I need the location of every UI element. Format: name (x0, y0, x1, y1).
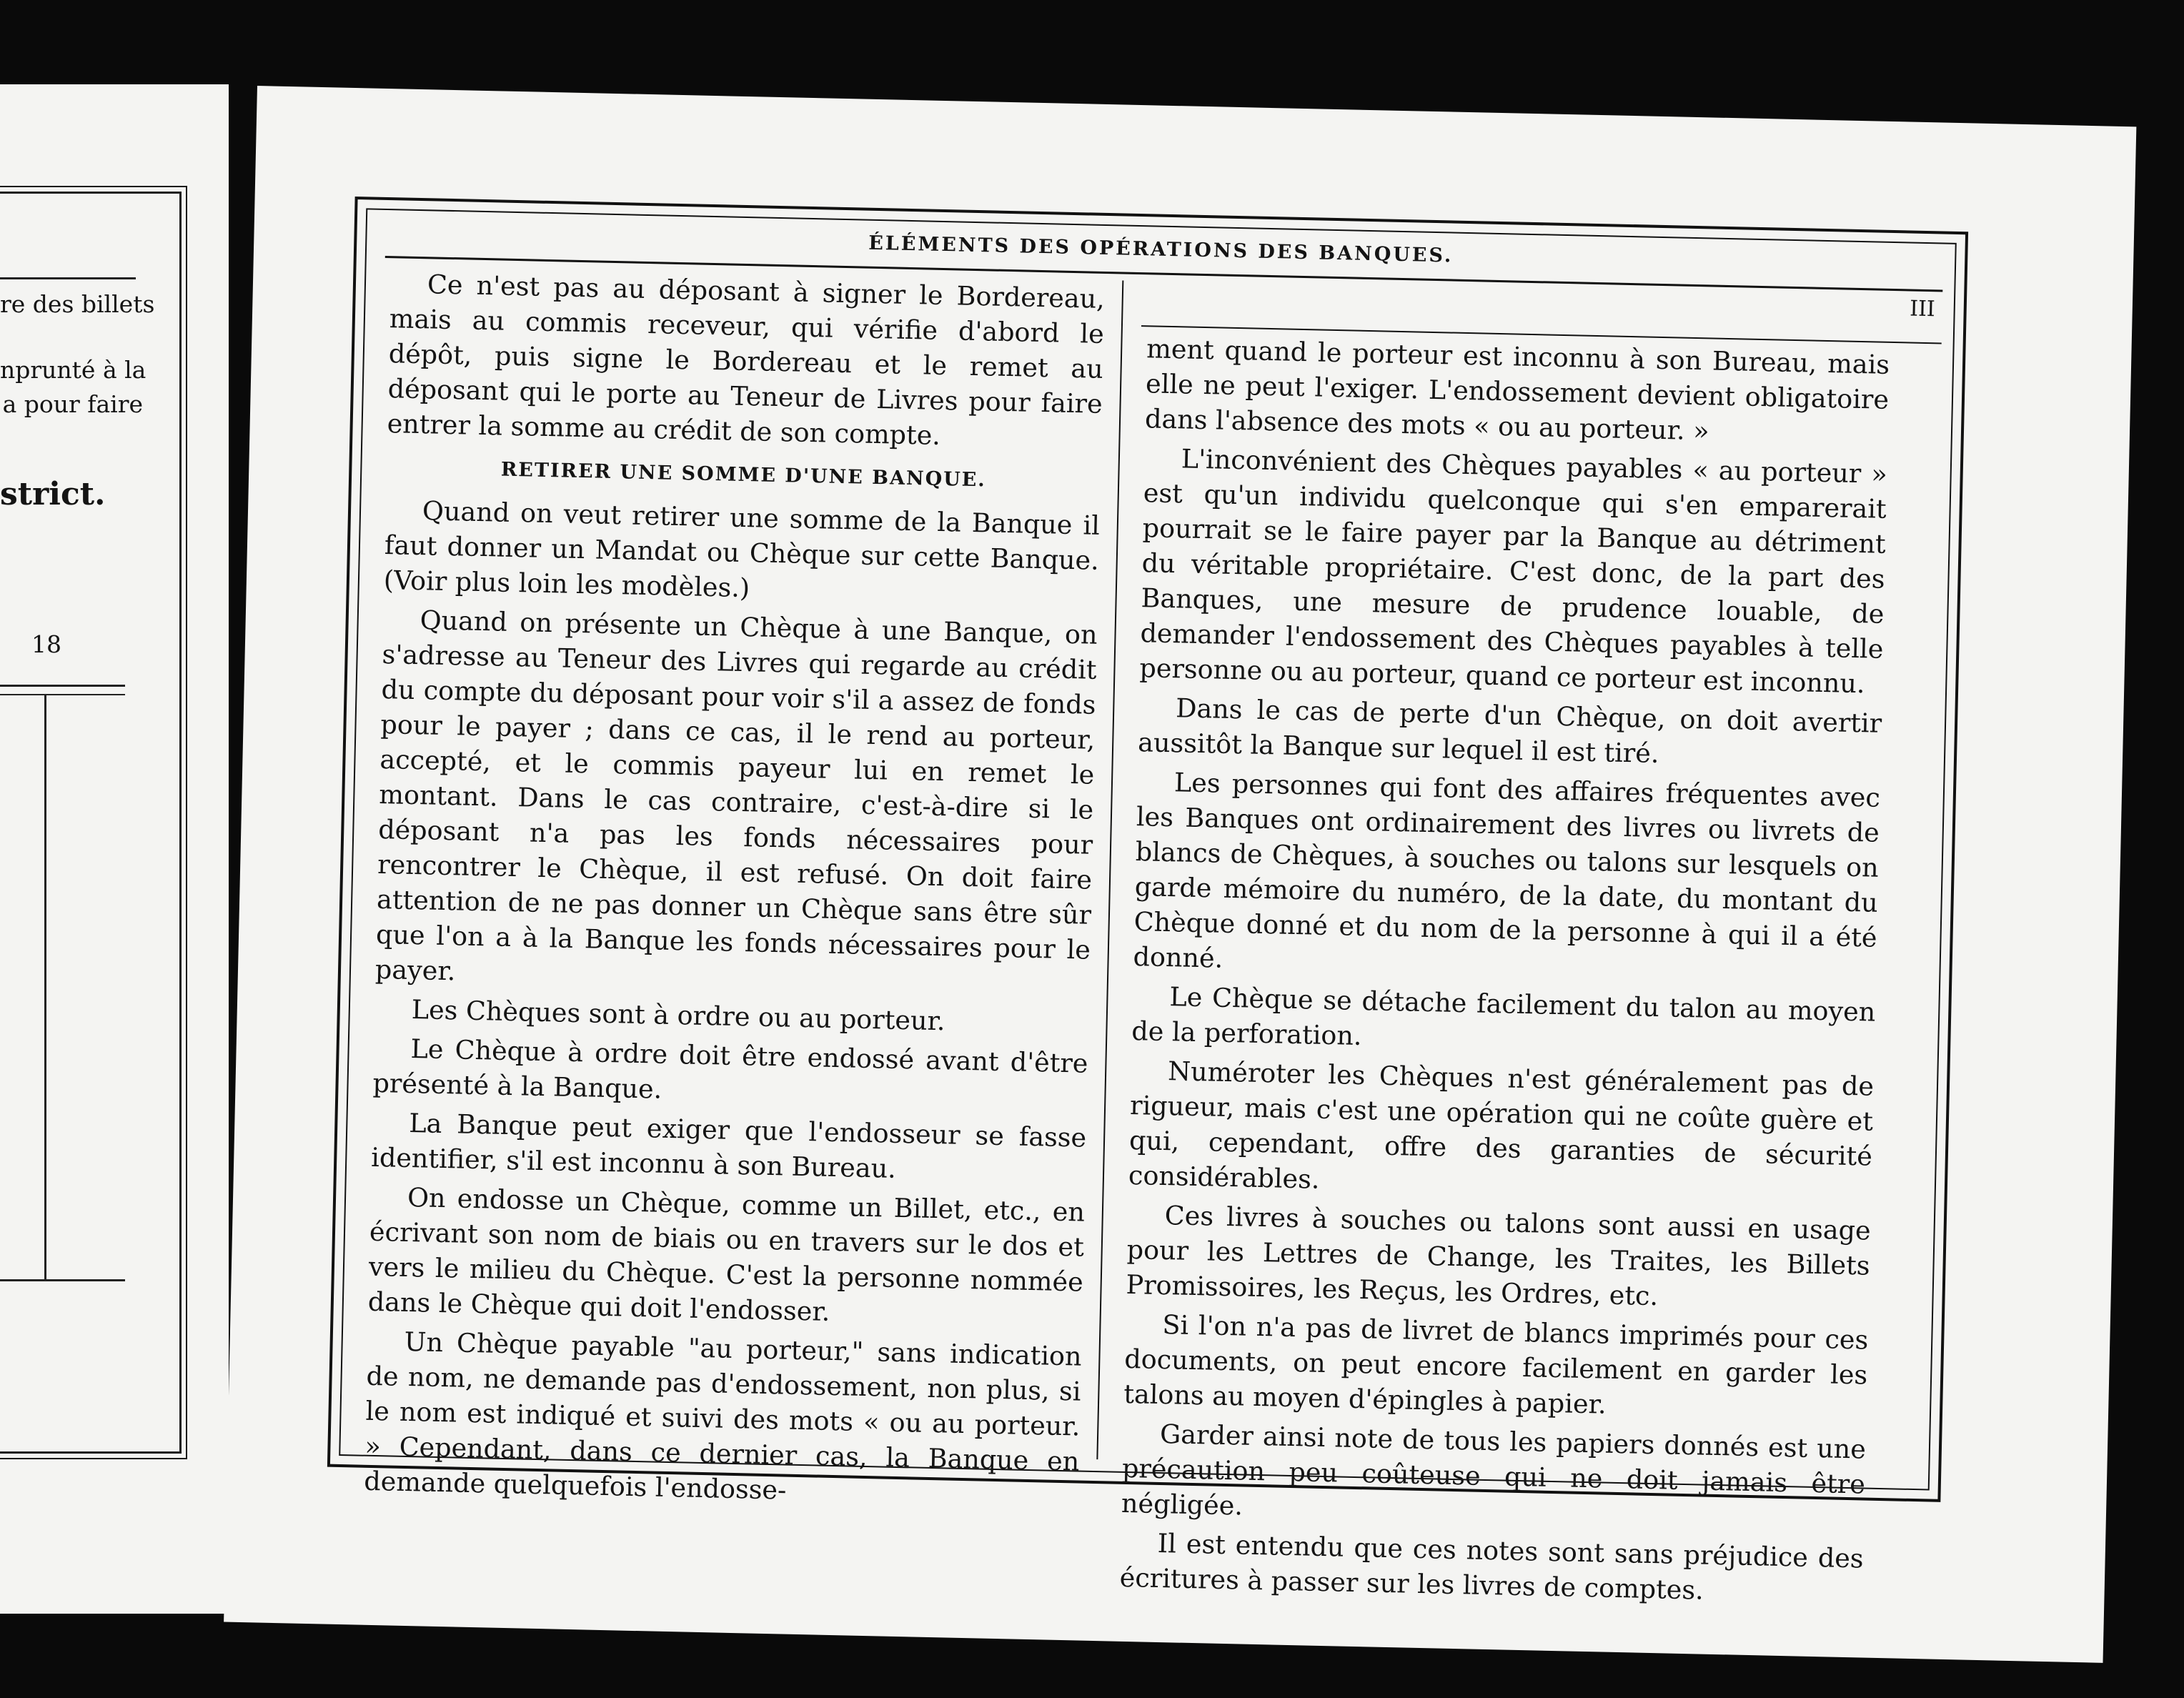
left-page (0, 84, 229, 1614)
left-page-vertical-rule (44, 695, 46, 1281)
left-page-district: strict. (0, 476, 106, 512)
left-page-line-3: a pour faire (2, 390, 143, 418)
section-title: RETIRER UNE SOMME D'UNE BANQUE. (500, 458, 987, 492)
paragraph: Quand on présente un Chèque à une Banque, on s'adresse au Teneur des Livres qui regarde au crédit du compte du déposant pour voir s'il a assez de fonds pour le payer ; dans ce cas, il le rend au porteur, accepté, et le commis payeur lui en remet le montant. Dans le cas contraire, c'est-à-dire si le déposant n'a pas les fonds nécessaires pour rencontrer le Chèque, il est refusé. On doit faire attention de ne pas donner un Chèque sans être sûr que l'on a à la Banque les fonds nécessaires pour le payer. (374, 605, 1098, 987)
paragraph: Il est entendu que ces notes sont sans préjudice des écritures à passer sur les livres de comptes. (1119, 1527, 1865, 1606)
paragraph: Numéroter les Chèques n'est généralement pas de rigueur, mais c'est une opération qui ne coûte guère et qui, cependant, offre des garanties de sécurité considérables. (1128, 1056, 1875, 1195)
paragraph: Dans le cas de perte d'un Chèque, on doit avertir aussitôt la Banque sur lequel il est tiré. (1137, 692, 1882, 770)
left-page-bottom-rule (0, 1279, 125, 1281)
paragraph: Le Chèque se détache facilement du talon au moyen de la perforation. (1131, 981, 1876, 1052)
paragraph: Les personnes qui font des affaires fréquentes avec les Banques ont ordinairement des livres ou livrets de blancs de Chèques, à souches ou talons sur lesquels on garde mémoire du numéro, de la date, du montant du Chèque donné et du nom de la personne à qui il a été donné. (1133, 767, 1881, 974)
left-page-double-rule (0, 685, 125, 695)
paragraph: ment quand le porteur est inconnu à son Bureau, mais elle ne peut l'exiger. L'endossement devient obligatoire dans l'absence des mots « ou au porteur. » (1144, 333, 1890, 447)
page-frame (327, 197, 1968, 1606)
left-page-top-rule (0, 277, 136, 279)
right-page (224, 86, 2136, 1663)
left-page-year: 18 (31, 630, 61, 658)
text-column-right (1119, 331, 1890, 1615)
paragraph: Ce n'est pas au déposant à signer le Bordereau, mais au commis receveur, qui vérifie d'abord le dépôt, puis signe le Bordereau et le remet au déposant qui le porte au Teneur de Livres pour faire entrer la somme au crédit de son compte. (387, 269, 1106, 451)
text-column-left (364, 266, 1106, 1518)
paragraph: Un Chèque payable "au porteur," sans indication de nom, ne demande pas d'endossement, non plus, si le nom est indiqué et suivi des mots « ou au porteur. » Cependant, dans ce dernier cas, la Banque en demande quelquefois l'endosse- (363, 1326, 1082, 1506)
paragraph: Les Chèques sont à ordre ou au porteur. (411, 994, 946, 1037)
left-page-line-2: nprunté à la (0, 356, 147, 384)
paragraph: Si l'on n'a pas de livret de blancs imprimés pour ces documents, on peut encore facilement en garder les talons au moyen d'épingles à papier. (1123, 1309, 1869, 1420)
paragraph: Le Chèque à ordre doit être endossé avant d'être présenté à la Banque. (372, 1033, 1088, 1105)
paragraph: Garder ainsi note de tous les papiers donnés est une précaution peu coûteuse qui ne doit jamais être négligée. (1121, 1419, 1867, 1521)
page-number: III (1909, 296, 1936, 322)
paragraph: L'inconvénient des Chèques payables « au porteur » est qu'un individu quelconque qui s'en emparerait pourrait se le faire payer par la Banque au détriment du véritable propriétaire. C'est donc, de la part des Banques, une mesure de prudence louable, de demander l'endossement des Chèques payables à telle personne ou au porteur, quand ce porteur est inconnu. (1139, 443, 1888, 700)
paragraph: Quand on veut retirer une somme de la Banque il faut donner un Mandat ou Chèque sur cette Banque. (Voir plus loin les modèles.) (383, 495, 1101, 604)
paragraph: On endosse un Chèque, comme un Billet, etc., en écrivant son nom de biais ou en travers sur le dos et vers le milieu du Chèque. C'est la personne nommée dans le Chèque qui doit l'endosser. (367, 1181, 1086, 1327)
paragraph: La Banque peut exiger que l'endosseur se fasse identifier, s'il est inconnu à son Bureau. (370, 1107, 1087, 1184)
paragraph: Ces livres à souches ou talons sont aussi en usage pour les Lettres de Change, les Traites, les Billets Promissoires, les Reçus, les Ordres, etc. (1126, 1200, 1872, 1312)
running-head: ÉLÉMENTS DES OPÉRATIONS DES BANQUES. (868, 232, 1454, 267)
left-page-line-1: re des billets (0, 290, 155, 318)
